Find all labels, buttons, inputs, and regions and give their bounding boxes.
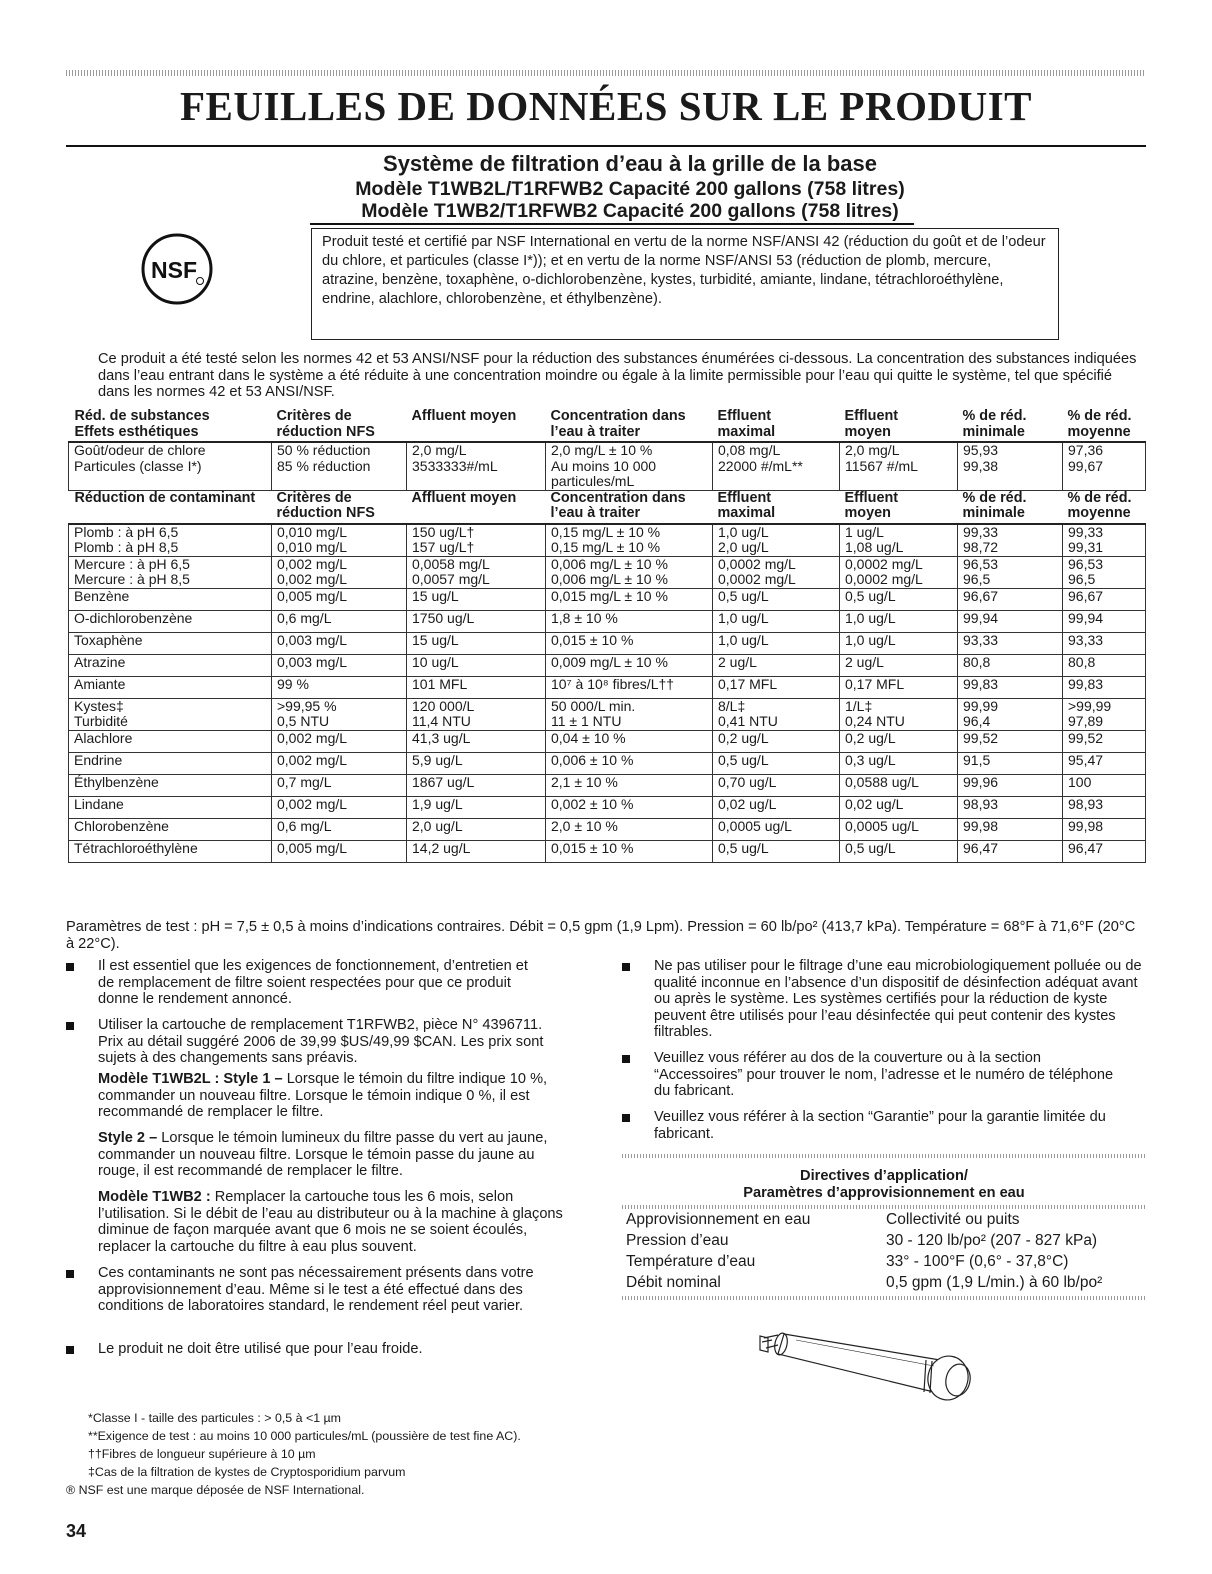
table-cell: 5,9 ug/L	[407, 752, 546, 774]
table-cell: 96,67	[1063, 588, 1146, 610]
table-cell: 1 ug/L 1,08 ug/L	[840, 524, 958, 557]
table-cell: 99,52	[958, 730, 1063, 752]
directives-bottom-rule	[622, 1296, 1146, 1300]
header-cell: moyenne	[1067, 505, 1131, 521]
directive-label: Débit nominal	[626, 1274, 721, 1291]
directive-value: Collectivité ou puits	[886, 1211, 1020, 1228]
table-cell: 1,8 ± 10 %	[546, 610, 713, 632]
table-cell: 1750 ug/L	[407, 610, 546, 632]
table-cell: 99,94	[958, 610, 1063, 632]
table-cell: 2 ug/L	[713, 654, 840, 676]
nsf-logo-text: NSF	[151, 257, 197, 283]
table-cell: 93,33	[958, 632, 1063, 654]
table-cell: 0,0005 ug/L	[713, 818, 840, 840]
table-cell: 0,02 ug/L	[840, 796, 958, 818]
header-cell: Concentration dans	[550, 489, 686, 506]
header-cell: moyen	[844, 423, 891, 440]
table-cell: 0,15 mg/L ± 10 % 0,15 mg/L ± 10 %	[546, 524, 713, 557]
table-cell: 0,0002 mg/L 0,0002 mg/L	[840, 556, 958, 588]
footnote: ‡Cas de la filtration de kystes de Cryptosporidium parvum	[88, 1465, 406, 1479]
bullet-square	[622, 1055, 630, 1063]
header-cell: Critères de	[276, 489, 352, 506]
table-cell: 0,5 ug/L	[840, 840, 958, 862]
table-cell: 0,5 ug/L	[840, 588, 958, 610]
table-cell: 2,0 ug/L	[407, 818, 546, 840]
table-cell: 99,83	[958, 676, 1063, 698]
table-cell: 0,0588 ug/L	[840, 774, 958, 796]
header-cell: % de réd.	[962, 408, 1027, 424]
bullet-text: Ces contaminants ne sont pas nécessairement présents dans votre approvisionnement d’eau. Même si le test a été effectué dans des conditions de laboratoires standard, le rendement réel peut varier.	[98, 1265, 534, 1314]
table-cell: 99,33 98,72	[958, 524, 1063, 557]
footnote: ††Fibres de longueur supérieure à 10 µm	[88, 1447, 316, 1461]
table-cell: 14,2 ug/L	[407, 840, 546, 862]
table-cell: 0,015 ± 10 %	[546, 632, 713, 654]
table-cell: 99,96	[958, 774, 1063, 796]
table-cell: 0,5 ug/L	[713, 588, 840, 610]
table-row	[69, 752, 1146, 774]
table-cell: 2,0 mg/L 3533333#/mL	[407, 442, 546, 490]
table-cell: 0,3 ug/L	[840, 752, 958, 774]
directive-value: 0,5 gpm (1,9 L/min.) à 60 lb/po²	[886, 1274, 1103, 1291]
table-cell: O-dichlorobenzène	[69, 610, 272, 632]
header-cell: l’eau à traiter	[550, 423, 641, 440]
table-cell: 0,0005 ug/L	[840, 818, 958, 840]
bullet-text: Ne pas utiliser pour le filtrage d’une eau microbiologiquement polluée ou de qualité inconnue en l’absence d’un dispositif de désinfection adéquat avant ou après le système. Les systèmes certifiés pour la réduction de kyste peuvent être utilisés pour l’eau désinfectée qui peut contenir des kystes filtrables.	[654, 958, 1142, 1040]
table-cell: 93,33	[1063, 632, 1146, 654]
footnote: *Classe I - taille des particules : > 0,5 à <1 µm	[88, 1411, 342, 1425]
filter-cartridge-illustration	[756, 1320, 992, 1402]
table-cell: 0,015 mg/L ± 10 %	[546, 588, 713, 610]
page-title: FEUILLES DE DONNÉES SUR LE PRODUIT	[180, 83, 1032, 129]
table-row	[69, 676, 1146, 698]
table-cell: 0,002 mg/L	[272, 796, 407, 818]
header-cell: Effluent	[717, 489, 772, 506]
bullet-text: Utiliser la cartouche de remplacement T1RFWB2, pièce N° 4396711. Prix au détail suggéré 2006 de 39,99 $US/49,99 $CAN. Les prix sont sujets à des changements sans préavis.	[98, 1017, 544, 1066]
table-header-contaminant	[69, 490, 1146, 524]
bullet-square	[622, 1114, 630, 1122]
header-cell: Effluent	[717, 408, 772, 424]
bullet-square	[66, 1346, 74, 1354]
table-cell: 1,0 ug/L 2,0 ug/L	[713, 524, 840, 557]
table-cell: 0,010 mg/L 0,010 mg/L	[272, 524, 407, 557]
table-cell: 10 ug/L	[407, 654, 546, 676]
table-cell: 0,2 ug/L	[840, 730, 958, 752]
style-1-paragraph	[98, 1071, 572, 1121]
header-cell: réduction NFS	[276, 423, 375, 440]
model-t1wb2-paragraph	[98, 1189, 582, 1255]
table-cell: Toxaphène	[69, 632, 272, 654]
bullet-square	[66, 1270, 74, 1278]
table-row	[69, 796, 1146, 818]
models-rule	[310, 223, 914, 225]
header-cell: Réduction de contaminant	[74, 489, 256, 506]
table-row	[69, 730, 1146, 752]
directive-value: 33° - 100°F (0,6° - 37,8°C)	[886, 1253, 1069, 1270]
style-1-text: Lorsque le témoin du filtre indique 10 %, commander un nouveau filtre. Lorsque le témoin indique 0 %, il est recommandé de remplacer le filtre.	[98, 1071, 548, 1120]
table-cell: 97,36 99,67	[1063, 442, 1146, 490]
table-row	[69, 654, 1146, 676]
table-cell: 15 ug/L	[407, 632, 546, 654]
table-cell: 0,5 ug/L	[713, 752, 840, 774]
table-cell: 96,53 96,5	[1063, 556, 1146, 588]
table-cell: 15 ug/L	[407, 588, 546, 610]
table-cell: 50 % réduction 85 % réduction	[272, 442, 407, 490]
table-cell: 1,0 ug/L	[840, 632, 958, 654]
table-cell: 2,0 ± 10 %	[546, 818, 713, 840]
table-row	[69, 840, 1146, 862]
table-row	[69, 556, 1146, 588]
table-cell: 0,17 MFL	[713, 676, 840, 698]
table-cell: 0,005 mg/L	[272, 840, 407, 862]
table-cell: 0,009 mg/L ± 10 %	[546, 654, 713, 676]
header-cell: Effluent	[844, 489, 899, 506]
model-t1wb2-text: Remplacer la cartouche tous les 6 mois, selon l’utilisation. Si le débit de l’eau au distributeur ou à la machine à glaçons diminue de façon marquée avant que 6 mois ne se soient écoulés, replacer la cartouche du filtre à eau plus souvent.	[98, 1189, 563, 1255]
table-cell: 99,33 99,31	[1063, 524, 1146, 557]
table-cell: 1867 ug/L	[407, 774, 546, 796]
header-cell: Effluent	[844, 408, 899, 424]
header-cell: Critères de	[276, 408, 352, 424]
table-cell: 2,0 mg/L ± 10 % Au moins 10 000 particules/mL	[546, 442, 713, 490]
table-cell: 0,5 ug/L	[713, 840, 840, 862]
table-cell: 0,6 mg/L	[272, 818, 407, 840]
header-cell: réduction NFS	[276, 505, 375, 521]
directives-mid-rule	[622, 1205, 1146, 1209]
table-cell: 80,8	[1063, 654, 1146, 676]
table-cell: 99,83	[1063, 676, 1146, 698]
table-row	[69, 524, 1146, 557]
top-hatch-rule	[66, 70, 1146, 76]
table-cell: Benzène	[69, 588, 272, 610]
system-title: Système de filtration d’eau à la grille de la base	[383, 151, 877, 176]
table-cell: Endrine	[69, 752, 272, 774]
table-cell: 50 000/L min. 11 ± 1 NTU	[546, 698, 713, 730]
table-cell: 95,93 99,38	[958, 442, 1063, 490]
model-t1wb2-label: Modèle T1WB2 :	[98, 1189, 211, 1205]
table-cell: Plomb : à pH 6,5 Plomb : à pH 8,5	[69, 524, 272, 557]
header-cell: l’eau à traiter	[550, 505, 641, 521]
bullet-square	[66, 963, 74, 971]
directives-top-rule	[622, 1154, 1146, 1158]
table-cell: Atrazine	[69, 654, 272, 676]
table-cell: 0,002 ± 10 %	[546, 796, 713, 818]
table-cell: 1/L‡ 0,24 NTU	[840, 698, 958, 730]
table-cell: 0,70 ug/L	[713, 774, 840, 796]
title-rule	[66, 145, 1146, 147]
table-cell: Alachlore	[69, 730, 272, 752]
header-cell: minimale	[962, 423, 1025, 440]
footnote: ® NSF est une marque déposée de NSF International.	[66, 1483, 365, 1497]
table-cell: Tétrachloroéthylène	[69, 840, 272, 862]
table-cell: Kystes‡ Turbidité	[69, 698, 272, 730]
table-cell: 95,47	[1063, 752, 1146, 774]
header-cell: minimale	[962, 505, 1025, 521]
table-cell: >99,99 97,89	[1063, 698, 1146, 730]
table-cell: 0,003 mg/L	[272, 654, 407, 676]
table-cell: 91,5	[958, 752, 1063, 774]
performance-table	[68, 409, 1146, 863]
header-cell: % de réd.	[962, 489, 1027, 506]
table-cell: 98,93	[958, 796, 1063, 818]
header-cell: % de réd.	[1067, 489, 1132, 506]
table-cell: Mercure : à pH 6,5 Mercure : à pH 8,5	[69, 556, 272, 588]
directive-label: Approvisionnement en eau	[626, 1211, 811, 1228]
table-cell: 0,002 mg/L 0,002 mg/L	[272, 556, 407, 588]
table-cell: 99,99 96,4	[958, 698, 1063, 730]
directive-label: Pression d’eau	[626, 1232, 729, 1249]
table-cell: >99,95 % 0,5 NTU	[272, 698, 407, 730]
header-cell: % de réd.	[1067, 408, 1132, 424]
header-cell: Concentration dans	[550, 408, 686, 424]
table-cell: 0,015 ± 10 %	[546, 840, 713, 862]
header-cell: maximal	[717, 505, 776, 521]
directives-title-1: Directives d’application/	[800, 1168, 968, 1184]
table-cell: 1,0 ug/L	[713, 610, 840, 632]
table-cell: Éthylbenzène	[69, 774, 272, 796]
model-line-2: Modèle T1WB2/T1RFWB2 Capacité 200 gallons (758 litres)	[361, 200, 899, 222]
table-cell: 99,98	[1063, 818, 1146, 840]
table-cell: 0,7 mg/L	[272, 774, 407, 796]
bullet-text: Le produit ne doit être utilisé que pour l’eau froide.	[98, 1341, 423, 1357]
table-cell: Lindane	[69, 796, 272, 818]
table-cell: 10⁷ à 10⁸ fibres/L††	[546, 676, 713, 698]
table-header-aesthetic	[69, 409, 1146, 442]
table-cell: 0,003 mg/L	[272, 632, 407, 654]
table-row	[69, 610, 1146, 632]
table-row	[69, 588, 1146, 610]
table-cell: 0,6 mg/L	[272, 610, 407, 632]
table-cell: 0,08 mg/L 22000 #/mL**	[713, 442, 840, 490]
header-cell: Affluent moyen	[411, 489, 517, 506]
header-cell: Effets esthétiques	[74, 423, 199, 440]
style-2-paragraph	[98, 1130, 572, 1180]
table-cell: 2,1 ± 10 %	[546, 774, 713, 796]
table-row-aesthetic	[69, 442, 1146, 490]
header-cell: moyen	[844, 505, 891, 521]
certification-text: Produit testé et certifié par NSF International en vertu de la norme NSF/ANSI 42 (réduction du goût et de l’odeur du chlore, et particules (classe I*)); et en vertu de la norme NSF/ANSI 53 (réduction de plomb, mercure, atrazine, benzène, toxaphène, o-dichlorobenzène, kystes, turbidité, amiante, lindane, tétrachloroéthylène, endrine, alachlore, chlorobenzène, et éthylbenzène).	[322, 234, 1046, 307]
style-2-text: Lorsque le témoin lumineux du filtre passe du vert au jaune, commander un nouveau filtre. Lorsque le témoin passe du jaune au rouge, il est recommandé de remplacer le filtre.	[98, 1130, 548, 1179]
test-parameters: Paramètres de test : pH = 7,5 ± 0,5 à moins d’indications contraires. Débit = 0,5 gpm (1,9 Lpm). Pression = 60 lb/po² (413,7 kPa). Température = 68°F à 71,6°F (20°C à 22°C).	[66, 919, 1136, 952]
table-row	[69, 632, 1146, 654]
table-cell: 96,47	[958, 840, 1063, 862]
table-cell: 0,006 ± 10 %	[546, 752, 713, 774]
table-cell: 0,04 ± 10 %	[546, 730, 713, 752]
table-cell: 0,005 mg/L	[272, 588, 407, 610]
table-cell: 2,0 mg/L 11567 #/mL	[840, 442, 958, 490]
table-cell: Amiante	[69, 676, 272, 698]
table-cell: 1,9 ug/L	[407, 796, 546, 818]
table-cell: Goût/odeur de chlore Particules (classe I*)	[69, 442, 272, 490]
header-cell: Affluent moyen	[411, 408, 517, 424]
table-row	[69, 698, 1146, 730]
table-cell: 100	[1063, 774, 1146, 796]
bullet-text: Il est essentiel que les exigences de fonctionnement, d’entretien et de remplacement de filtre soient respectées pour que ce produit donne le rendement annoncé.	[98, 958, 528, 1007]
bullet-square	[66, 1022, 74, 1030]
intro-paragraph: Ce produit a été testé selon les normes 42 et 53 ANSI/NSF pour la réduction des substances énumérées ci-dessous. La concentration des substances indiquées dans l’eau entrant dans le système a été réduite à une concentration moindre ou égale à la limite permissible pour l’eau qui quitte le système, tel que spécifié dans les normes 42 et 53 ANSI/NSF.	[98, 351, 1137, 400]
table-cell: 96,53 96,5	[958, 556, 1063, 588]
bullet-text: Veuillez vous référer au dos de la couverture ou à la section “Accessoires” pour trouver le nom, l’adresse et le numéro de téléphone du fabricant.	[654, 1050, 1114, 1099]
page-number: 34	[66, 1521, 87, 1541]
table-cell: 1,0 ug/L	[713, 632, 840, 654]
table-cell: 98,93	[1063, 796, 1146, 818]
table-cell: 0,002 mg/L	[272, 730, 407, 752]
footnote: **Exigence de test : au moins 10 000 particules/mL (poussière de test fine AC).	[88, 1429, 521, 1443]
header-cell: Réd. de substances	[74, 408, 210, 424]
table-cell: 80,8	[958, 654, 1063, 676]
table-cell: 96,67	[958, 588, 1063, 610]
table-cell: 0,0058 mg/L 0,0057 mg/L	[407, 556, 546, 588]
table-cell: 99,98	[958, 818, 1063, 840]
table-cell: 0,0002 mg/L 0,0002 mg/L	[713, 556, 840, 588]
table-cell: Chlorobenzène	[69, 818, 272, 840]
table-cell: 150 ug/L† 157 ug/L†	[407, 524, 546, 557]
table-cell: 96,47	[1063, 840, 1146, 862]
nsf-logo	[140, 232, 214, 306]
table-row	[69, 818, 1146, 840]
table-cell: 0,02 ug/L	[713, 796, 840, 818]
table-cell: 0,006 mg/L ± 10 % 0,006 mg/L ± 10 %	[546, 556, 713, 588]
table-cell: 0,17 MFL	[840, 676, 958, 698]
header-cell: maximal	[717, 423, 776, 440]
bullet-square	[622, 963, 630, 971]
table-cell: 120 000/L 11,4 NTU	[407, 698, 546, 730]
style-2-label: Style 2 –	[98, 1130, 158, 1146]
table-row	[69, 774, 1146, 796]
table-cell: 8/L‡ 0,41 NTU	[713, 698, 840, 730]
table-cell: 99,94	[1063, 610, 1146, 632]
table-cell: 101 MFL	[407, 676, 546, 698]
table-cell: 99 %	[272, 676, 407, 698]
table-cell: 2 ug/L	[840, 654, 958, 676]
header-cell: moyenne	[1067, 423, 1131, 440]
table-cell: 99,52	[1063, 730, 1146, 752]
directives-title-2: Paramètres d’approvisionnement en eau	[743, 1185, 1025, 1201]
certification-box	[311, 228, 1059, 340]
model-line-1: Modèle T1WB2L/T1RFWB2 Capacité 200 gallons (758 litres)	[355, 178, 905, 200]
table-cell: 0,2 ug/L	[713, 730, 840, 752]
table-cell: 0,002 mg/L	[272, 752, 407, 774]
style-1-label: Modèle T1WB2L : Style 1 –	[98, 1071, 283, 1087]
bullet-text: Veuillez vous référer à la section “Garantie” pour la garantie limitée du fabricant.	[654, 1109, 1106, 1142]
directive-label: Température d’eau	[626, 1253, 756, 1270]
table-cell: 1,0 ug/L	[840, 610, 958, 632]
table-cell: 41,3 ug/L	[407, 730, 546, 752]
directive-value: 30 - 120 lb/po² (207 - 827 kPa)	[886, 1232, 1098, 1249]
